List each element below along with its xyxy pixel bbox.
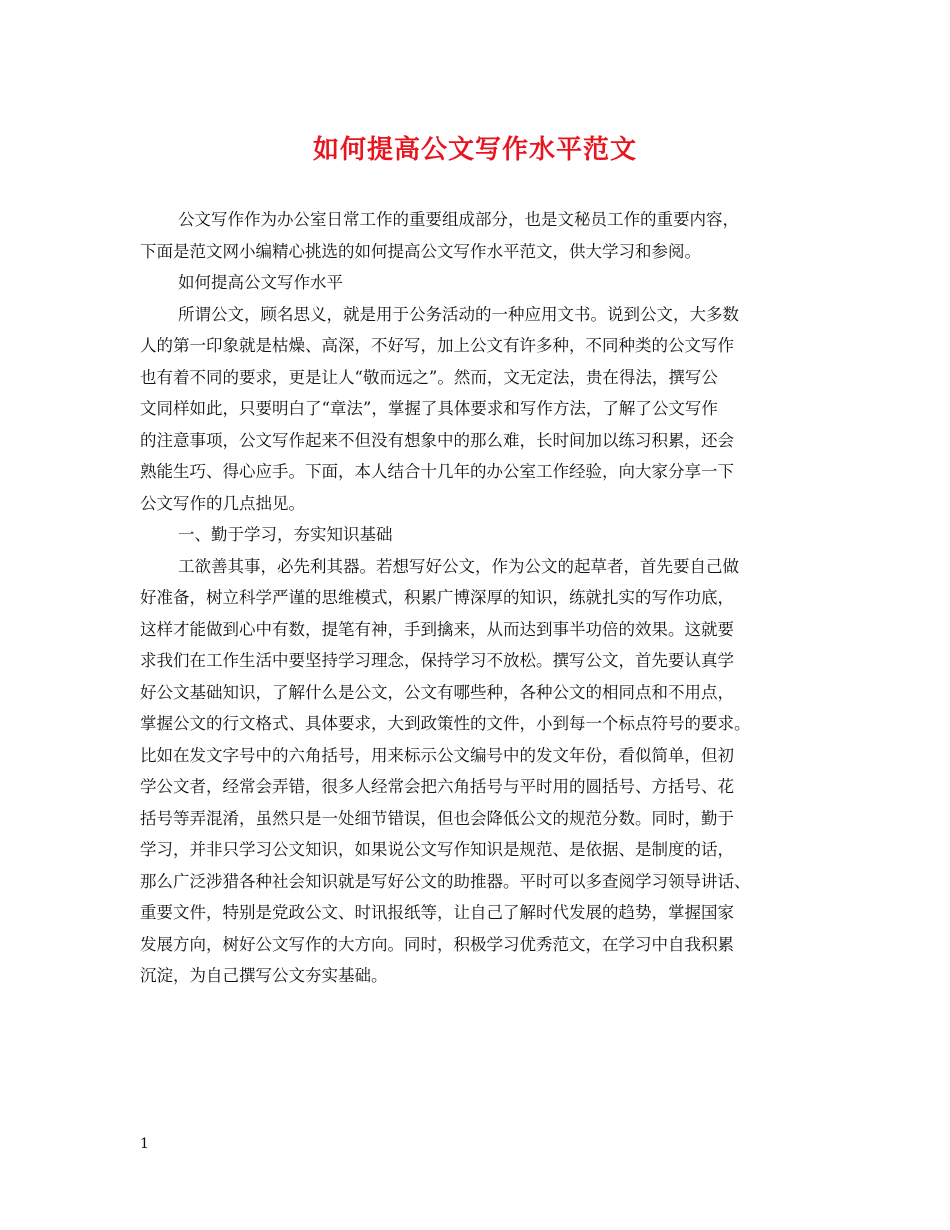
text-line: 下面是范文网小编精心挑选的如何提高公文写作水平范文，供大学习和参阅。 [140, 241, 701, 261]
text-line: 一、勤于学习，夯实知识基础 [178, 525, 393, 544]
text-line: 文同样如此，只要明白了“章法”，掌握了具体要求和写作方法，了解了公文写作 [140, 399, 718, 418]
text-line: 学习，并非只学习公文知识，如果说公文写作知识是规范、是依据、是制度的话， [140, 840, 734, 859]
text-line: 括号等弄混淆，虽然只是一处细节错误，但也会降低公文的规范分数。同时，勤于 [140, 808, 734, 828]
text-line: 发展方向，树好公文写作的大方向。同时，积极学习优秀范文，在学习中自我积累 [140, 934, 734, 954]
text-line: 这样才能做到心中有数，提笔有神，手到擒来，从而达到事半功倍的效果。这就要 [140, 619, 734, 639]
text-line: 公文写作作为办公室日常工作的重要组成部分，也是文秘员工作的重要内容， [178, 210, 739, 229]
text-line: 求我们在工作生活中要坚持学习理念，保持学习不放松。撰写公文，首先要认真学 [140, 651, 734, 670]
text-line: 熟能生巧、得心应手。下面，本人结合十几年的办公室工作经验，向大家分享一下 [140, 462, 734, 481]
text-line: 公文写作的几点拙见。 [140, 493, 305, 513]
text-line: 掌握公文的行文格式、具体要求，大到政策性的文件，小到每一个标点符号的要求。 [140, 714, 751, 733]
text-line: 好公文基础知识，了解什么是公文，公文有哪些种，各种公文的相同点和不用点， [140, 682, 734, 702]
text-line: 好准备，树立科学严谨的思维模式，积累广博深厚的知识，练就扎实的写作功底， [140, 588, 734, 607]
text-line: 的注意事项，公文写作起来不但没有想象中的那么难，长时间加以练习积累，还会 [140, 430, 734, 450]
text-line: 工欲善其事，必先利其器。若想写好公文，作为公文的起草者，首先要自己做 [178, 556, 739, 576]
text-line: 所谓公文，顾名思义，就是用于公务活动的一种应用文书。说到公文，大多数 [178, 304, 739, 324]
text-line: 比如在发文字号中的六角括号，用来标示公文编号中的发文年份，看似简单，但初 [140, 745, 734, 765]
text-line: 如何提高公文写作水平 [178, 273, 343, 292]
text-line: 学公文者，经常会弄错，很多人经常会把六角括号与平时用的圆括号、方括号、花 [140, 777, 734, 796]
text-line: 沉淀，为自己撰写公文夯实基础。 [140, 966, 388, 985]
document-body [140, 204, 830, 992]
text-line: 人的第一印象就是枯燥、高深，不好写，加上公文有许多种，不同种类的公文写作 [140, 336, 734, 355]
document-title: 如何提高公文写作水平范文 [312, 135, 637, 165]
text-line: 也有着不同的要求，更是让人“敬而远之”。然而，文无定法，贵在得法，撰写公 [140, 367, 718, 387]
page-number: 1 [140, 1136, 149, 1152]
text-line: 那么广泛涉猎各种社会知识就是写好公文的助推器。平时可以多查阅学习领导讲话、 [140, 871, 751, 891]
text-line: 重要文件，特别是党政公文、时讯报纸等，让自己了解时代发展的趋势，掌握国家 [140, 903, 734, 922]
